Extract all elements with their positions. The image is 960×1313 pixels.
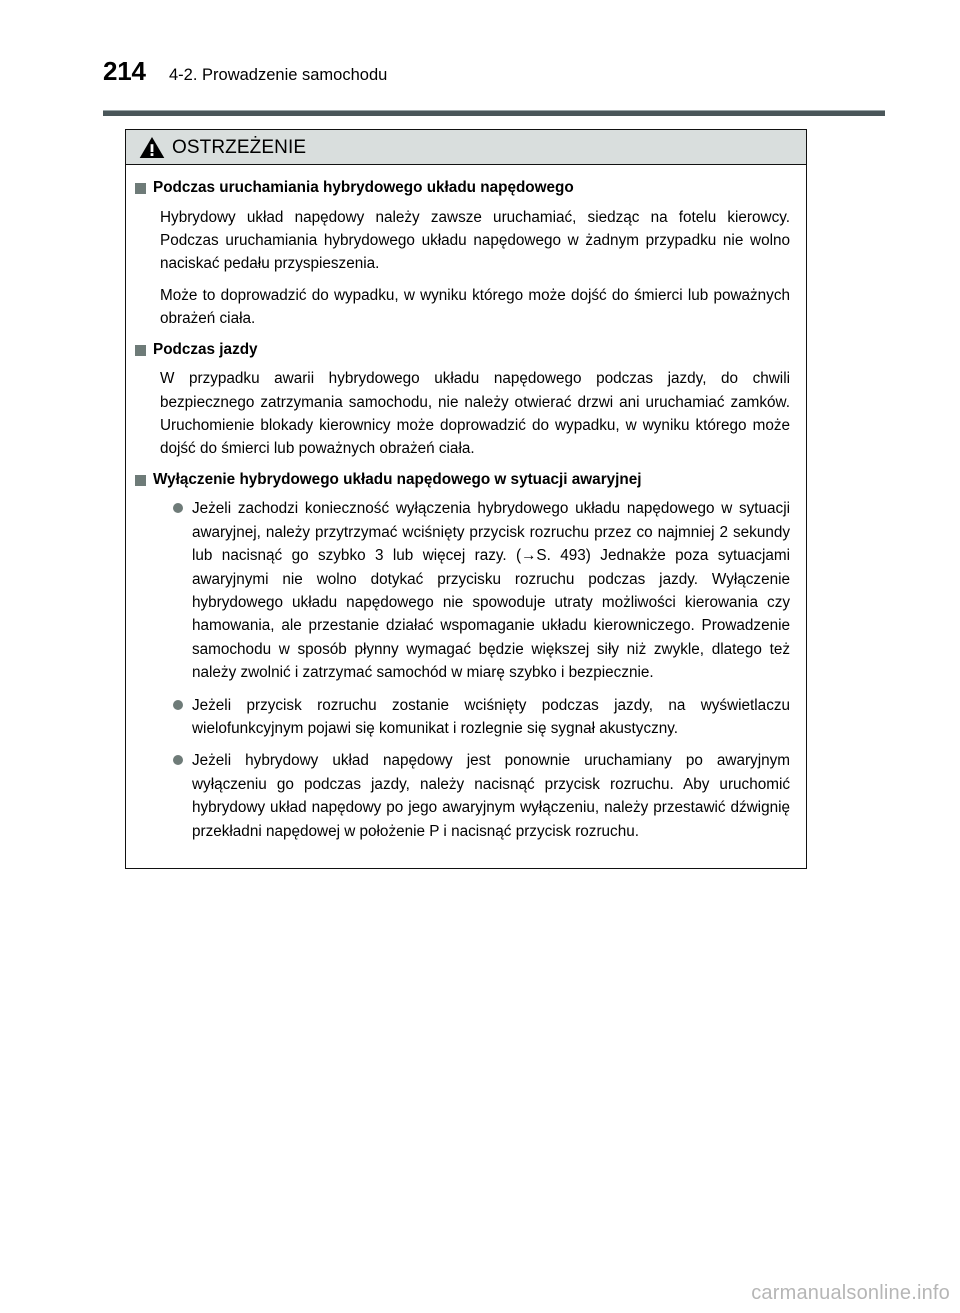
warning-box-body — [126, 165, 806, 868]
page-reference: (→S. 493) — [516, 547, 591, 565]
warning-section-heading — [135, 340, 790, 361]
round-bullet-icon — [173, 503, 183, 513]
warning-box-header — [126, 130, 806, 165]
round-bullet-icon — [173, 755, 183, 765]
footer-watermark: carmanualsonline.info — [751, 1282, 950, 1304]
warning-section-heading — [135, 178, 790, 199]
warning-box-title: OSTRZEŻENIE — [172, 136, 307, 158]
warning-paragraph: Hybrydowy układ napędowy należy zawsze uruchamiać, siedząc na fotelu kierowcy. Podczas uruchamiania hybrydowego układu napędowego w żadnym przypadku nie wolno naciskać pedału przyspieszenia. — [160, 208, 790, 273]
square-bullet-icon — [135, 183, 146, 194]
page-header — [103, 58, 885, 84]
list-item-continuation: Jednakże poza sytuacjami awaryjnymi nie wolno dotykać przycisku rozruchu podczas jazdy. Wyłączenie hybrydowego układu napędowego nie spowoduje utraty możliwości kierowania czy hamowania, ale przestanie działać wspomaganie układu kierowniczego. Prowadzenie samochodu w sposób płynny wymagać będzie większej siły niż zwykle, dlatego też należy zwolnić i zatrzymać samochód w miarę szybko i bezpiecznie. — [192, 547, 790, 682]
warning-section-heading-label: Wyłączenie hybrydowego układu napędowego w sytuacji awaryjnej — [153, 470, 642, 488]
list-item — [135, 694, 790, 741]
section-title: 4-2. Prowadzenie samochodu — [169, 66, 388, 84]
list-item — [135, 497, 790, 684]
warning-section-heading-label: Podczas jazdy — [153, 340, 258, 358]
warning-paragraph: Może to doprowadzić do wypadku, w wyniku którego może dojść do śmierci lub poważnych obrażeń ciała. — [160, 286, 790, 328]
list-item-text: Jeżeli hybrydowy układ napędowy jest ponownie uruchamiany po awaryjnym wyłączeniu go podczas jazdy, należy nacisnąć przycisk rozruchu. Aby uruchomić hybrydowy układ napędowy po jego awaryjnym wyłączeniu, należy przestawić dźwignię przekładni napędowej w położenie P i nacisnąć przycisk rozruchu. — [192, 752, 790, 840]
warning-section-heading-label: Podczas uruchamiania hybrydowego układu napędowego — [153, 179, 574, 196]
warning-triangle-icon — [139, 136, 165, 159]
square-bullet-icon — [135, 345, 146, 356]
square-bullet-icon — [135, 475, 146, 486]
warning-box — [125, 129, 807, 869]
list-item-body: Jeżeli zachodzi konieczność wyłączenia hybrydowego układu napędowego w sytuacji awaryjnej, należy przytrzymać wciśnięty przycisk rozruchu przez co najmniej 2 sekundy lub nacisnąć go szybko 3 lub więcej razy. — [192, 500, 790, 565]
list-item-text — [192, 497, 790, 684]
page-number: 214 — [103, 56, 146, 86]
warning-section-heading — [135, 470, 790, 491]
list-item-text: Jeżeli przycisk rozruchu zostanie wciśnięty podczas jazdy, na wyświetlaczu wielofunkcyjnym pojawi się komunikat i rozlegnie się sygnał akustyczny. — [192, 696, 790, 737]
header-divider-rule — [103, 110, 885, 116]
list-item — [135, 749, 790, 843]
warning-paragraph: W przypadku awarii hybrydowego układu napędowego podczas jazdy, do chwili bezpiecznego zatrzymania samochodu, nie należy otwierać drzwi ani uruchamiać zamków. Uruchomienie blokady kierownicy może doprowadzić do wypadku, w wyniku którego może dojść do śmierci lub poważnych obrażeń ciała. — [160, 370, 790, 458]
round-bullet-icon — [173, 700, 183, 710]
